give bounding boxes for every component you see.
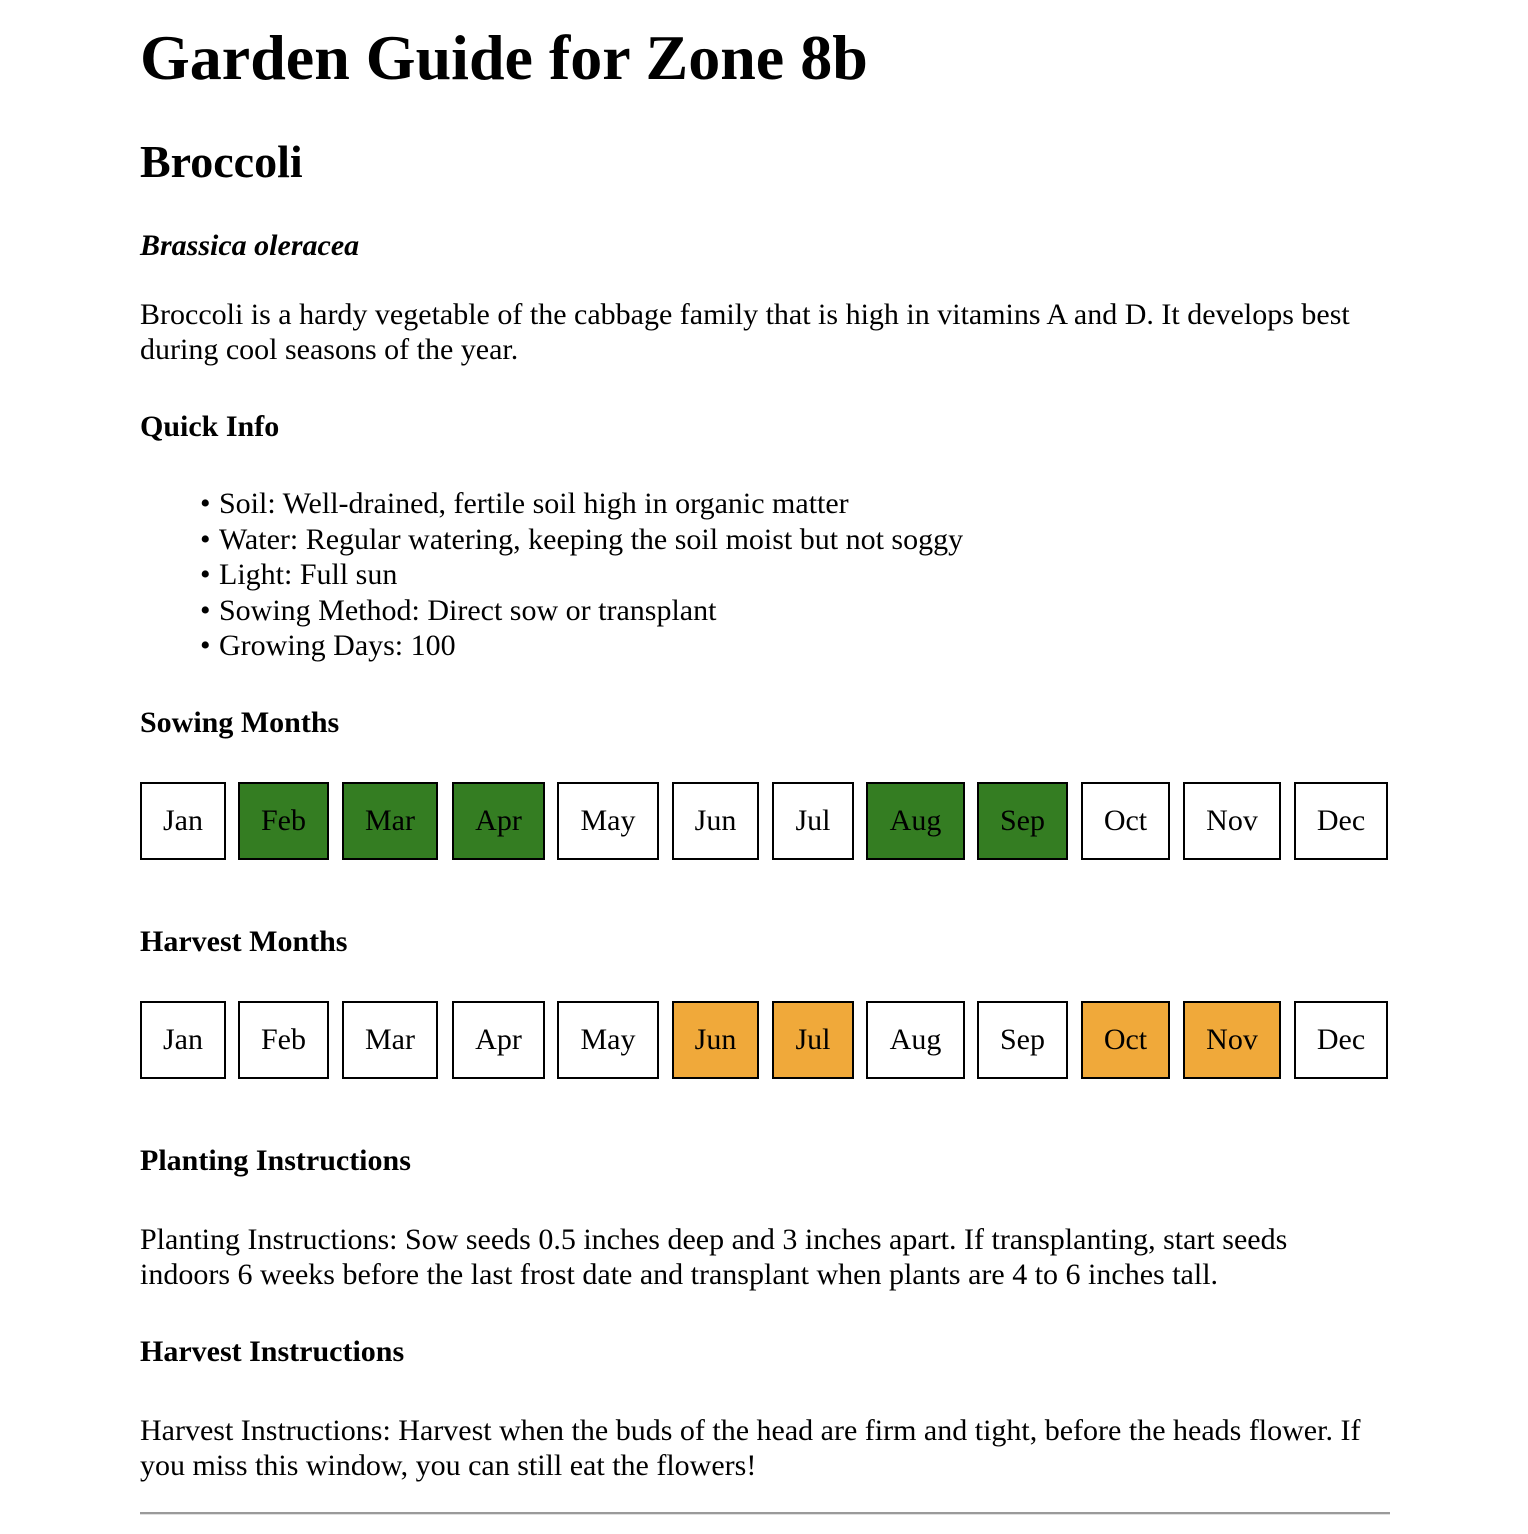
harvest-instructions-text: Harvest Instructions: Harvest when the buds of the head are firm and tight, before the heads flower. If you miss this window, you can still eat the flowers! xyxy=(140,1414,1361,1482)
sowing-month-aug: Aug xyxy=(866,782,965,860)
sowing-months-calendar xyxy=(140,782,1392,860)
harvest-month-aug: Aug xyxy=(866,1001,965,1079)
quick-info-list xyxy=(200,486,963,664)
sowing-month-jul: Jul xyxy=(772,782,854,860)
harvest-months-heading: Harvest Months xyxy=(140,925,348,958)
quick-info-water: • Water: Regular watering, keeping the soil moist but not soggy xyxy=(200,522,963,558)
sowing-month-oct: Oct xyxy=(1081,782,1170,860)
horizontal-divider xyxy=(140,1512,1390,1515)
harvest-month-nov: Nov xyxy=(1183,1001,1281,1079)
sowing-month-sep: Sep xyxy=(977,782,1068,860)
harvest-month-apr: Apr xyxy=(452,1001,545,1079)
sowing-month-feb: Feb xyxy=(238,782,329,860)
sowing-month-jun: Jun xyxy=(672,782,759,860)
harvest-month-may: May xyxy=(557,1001,659,1079)
harvest-month-mar: Mar xyxy=(342,1001,438,1079)
harvest-month-sep: Sep xyxy=(977,1001,1068,1079)
quick-info-light: • Light: Full sun xyxy=(200,557,963,593)
quick-info-growing-days: • Growing Days: 100 xyxy=(200,628,963,664)
sowing-month-may: May xyxy=(557,782,659,860)
sowing-month-dec: Dec xyxy=(1294,782,1388,860)
plant-name: Broccoli xyxy=(140,136,303,187)
harvest-month-feb: Feb xyxy=(238,1001,329,1079)
scientific-name: Brassica oleracea xyxy=(140,229,360,262)
page-title: Garden Guide for Zone 8b xyxy=(140,22,868,93)
sowing-month-nov: Nov xyxy=(1183,782,1281,860)
planting-instructions-text: Planting Instructions: Sow seeds 0.5 inches deep and 3 inches apart. If transplanting, start seeds indoors 6 weeks before the last frost date and transplant when plants are 4 to 6 inches tall. xyxy=(140,1223,1288,1291)
harvest-month-jul: Jul xyxy=(772,1001,854,1079)
harvest-months-calendar xyxy=(140,1001,1392,1079)
harvest-instructions-heading: Harvest Instructions xyxy=(140,1335,405,1368)
harvest-month-jan: Jan xyxy=(140,1001,226,1079)
quick-info-heading: Quick Info xyxy=(140,410,280,443)
quick-info-soil: • Soil: Well-drained, fertile soil high in organic matter xyxy=(200,486,963,522)
harvest-month-jun: Jun xyxy=(672,1001,759,1079)
sowing-month-jan: Jan xyxy=(140,782,226,860)
sowing-month-apr: Apr xyxy=(452,782,545,860)
quick-info-sowing-method: • Sowing Method: Direct sow or transplant xyxy=(200,593,963,629)
planting-instructions-heading: Planting Instructions xyxy=(140,1144,411,1177)
sowing-month-mar: Mar xyxy=(342,782,438,860)
harvest-month-oct: Oct xyxy=(1081,1001,1170,1079)
harvest-month-dec: Dec xyxy=(1294,1001,1388,1079)
plant-description: Broccoli is a hardy vegetable of the cabbage family that is high in vitamins A and D. It develops best during cool seasons of the year. xyxy=(140,298,1350,366)
sowing-months-heading: Sowing Months xyxy=(140,706,340,739)
